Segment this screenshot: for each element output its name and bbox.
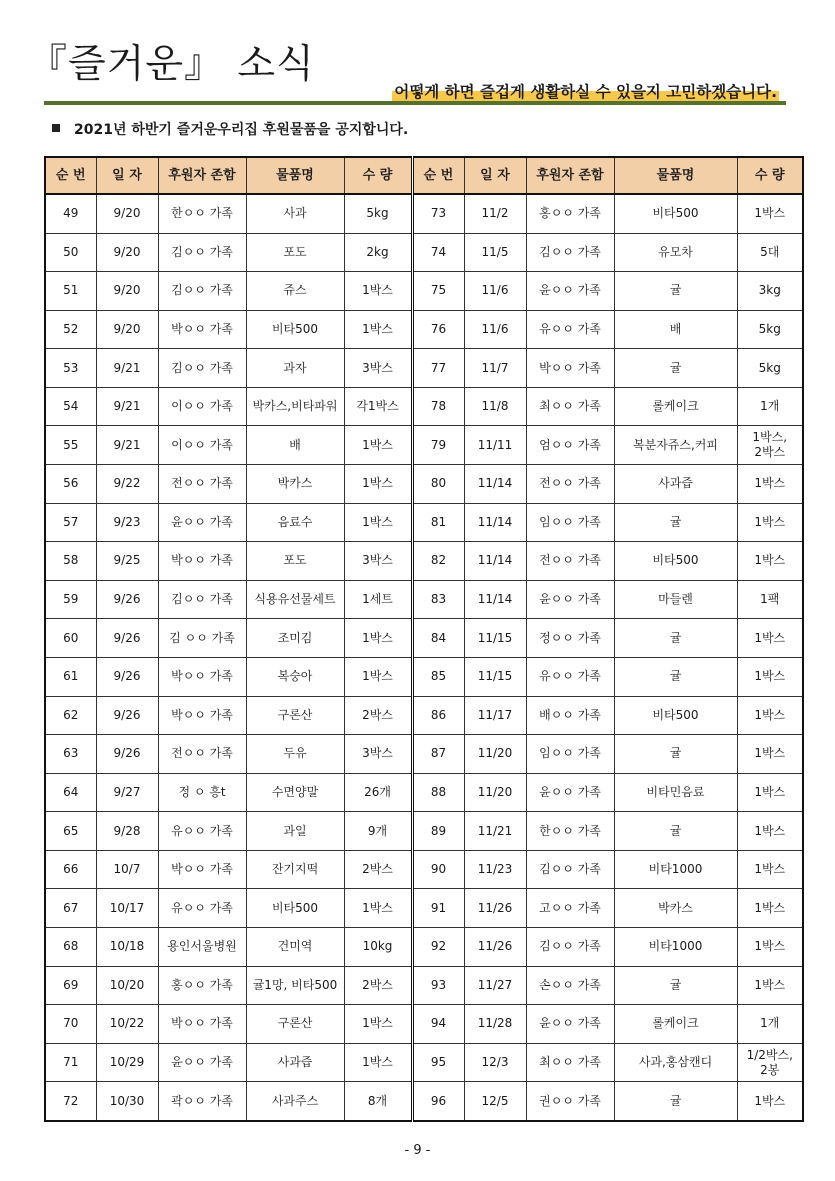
cell-donor: 홍ㅇㅇ 가족	[526, 194, 614, 233]
table-row	[45, 773, 803, 812]
cell-date: 11/20	[464, 773, 526, 812]
cell-donor: 김ㅇㅇ 가족	[158, 233, 246, 272]
cell-item: 귤	[614, 503, 737, 542]
cell-date: 11/14	[464, 503, 526, 542]
cell-no: 63	[45, 735, 96, 774]
cell-date: 9/26	[96, 696, 158, 735]
table-row	[45, 310, 803, 349]
cell-donor: 정 ㅇ 흥t	[158, 773, 246, 812]
page-number: - 9 -	[404, 1143, 431, 1158]
cell-qty: 1박스	[344, 465, 412, 504]
cell-no: 51	[45, 272, 96, 311]
bullet-square-icon	[52, 124, 60, 132]
cell-item: 식용유선물세트	[246, 580, 344, 619]
table-row	[45, 889, 803, 928]
cell-date: 11/28	[464, 1005, 526, 1044]
cell-qty: 1박스	[737, 657, 803, 696]
cell-date: 11/14	[464, 580, 526, 619]
cell-donor: 김ㅇㅇ 가족	[526, 850, 614, 889]
cell-no: 54	[45, 387, 96, 426]
cell-no: 69	[45, 966, 96, 1005]
cell-no: 81	[412, 503, 464, 542]
cell-item: 비타500	[246, 889, 344, 928]
cell-donor: 박ㅇㅇ 가족	[158, 542, 246, 581]
cell-item: 포도	[246, 233, 344, 272]
cell-qty: 1박스	[344, 1005, 412, 1044]
table-row	[45, 426, 803, 465]
header-qty: 수 량	[344, 157, 412, 194]
cell-donor: 전ㅇㅇ 가족	[158, 735, 246, 774]
header-item: 물품명	[246, 157, 344, 194]
table-row	[45, 966, 803, 1005]
cell-item: 사과,홍삼캔디	[614, 1043, 737, 1082]
cell-qty: 3박스	[344, 735, 412, 774]
cell-qty: 1개	[737, 387, 803, 426]
cell-item: 비타500	[614, 542, 737, 581]
cell-item: 유모차	[614, 233, 737, 272]
table-body	[45, 194, 803, 1121]
cell-date: 11/5	[464, 233, 526, 272]
cell-date: 9/25	[96, 542, 158, 581]
cell-date: 9/26	[96, 619, 158, 658]
cell-qty: 1박스	[737, 1082, 803, 1121]
cell-no: 90	[412, 850, 464, 889]
cell-no: 82	[412, 542, 464, 581]
cell-donor: 유ㅇㅇ 가족	[526, 657, 614, 696]
header-date: 일 자	[96, 157, 158, 194]
cell-date: 10/20	[96, 966, 158, 1005]
cell-item: 잔기지떡	[246, 850, 344, 889]
table-row	[45, 1082, 803, 1121]
cell-donor: 임ㅇㅇ 가족	[526, 735, 614, 774]
table-row	[45, 272, 803, 311]
cell-date: 11/17	[464, 696, 526, 735]
cell-donor: 윤ㅇㅇ 가족	[158, 1043, 246, 1082]
cell-no: 96	[412, 1082, 464, 1121]
cell-donor: 김ㅇㅇ 가족	[526, 927, 614, 966]
cell-date: 9/27	[96, 773, 158, 812]
cell-qty: 1박스	[737, 696, 803, 735]
table-row	[45, 812, 803, 851]
cell-donor: 전ㅇㅇ 가족	[526, 542, 614, 581]
cell-item: 과자	[246, 349, 344, 388]
cell-item: 귤1망, 비타500	[246, 966, 344, 1005]
cell-qty: 5대	[737, 233, 803, 272]
cell-date: 9/22	[96, 465, 158, 504]
cell-no: 85	[412, 657, 464, 696]
cell-qty: 2박스	[344, 966, 412, 1005]
cell-qty: 1박스	[344, 426, 412, 465]
cell-donor: 김 ㅇㅇ 가족	[158, 619, 246, 658]
cell-date: 11/14	[464, 542, 526, 581]
cell-donor: 손ㅇㅇ 가족	[526, 966, 614, 1005]
cell-no: 53	[45, 349, 96, 388]
cell-date: 11/6	[464, 310, 526, 349]
cell-donor: 윤ㅇㅇ 가족	[526, 272, 614, 311]
header-donor: 후원자 존함	[526, 157, 614, 194]
cell-qty: 각1박스	[344, 387, 412, 426]
cell-qty: 10kg	[344, 927, 412, 966]
cell-item: 귤	[614, 735, 737, 774]
header-qty: 수 량	[737, 157, 803, 194]
cell-donor: 한ㅇㅇ 가족	[158, 194, 246, 233]
donation-table	[44, 156, 804, 1122]
cell-date: 11/11	[464, 426, 526, 465]
cell-qty: 1박스	[344, 272, 412, 311]
cell-donor: 유ㅇㅇ 가족	[526, 310, 614, 349]
table-row	[45, 619, 803, 658]
cell-qty: 8개	[344, 1082, 412, 1121]
cell-no: 59	[45, 580, 96, 619]
cell-no: 64	[45, 773, 96, 812]
cell-qty: 1박스	[344, 1043, 412, 1082]
cell-no: 87	[412, 735, 464, 774]
table-row	[45, 580, 803, 619]
cell-date: 9/20	[96, 194, 158, 233]
cell-donor: 이ㅇㅇ 가족	[158, 426, 246, 465]
table-row	[45, 233, 803, 272]
cell-no: 73	[412, 194, 464, 233]
cell-no: 60	[45, 619, 96, 658]
cell-date: 9/26	[96, 580, 158, 619]
cell-qty: 1박스	[737, 194, 803, 233]
cell-qty: 1/2박스, 2봉	[737, 1043, 803, 1082]
cell-donor: 김ㅇㅇ 가족	[158, 580, 246, 619]
cell-donor: 정ㅇㅇ 가족	[526, 619, 614, 658]
cell-no: 52	[45, 310, 96, 349]
cell-date: 9/23	[96, 503, 158, 542]
cell-item: 사과	[246, 194, 344, 233]
table-row	[45, 1043, 803, 1082]
cell-date: 10/30	[96, 1082, 158, 1121]
cell-qty: 1박스	[737, 735, 803, 774]
cell-date: 11/15	[464, 619, 526, 658]
cell-item: 배	[614, 310, 737, 349]
cell-donor: 박ㅇㅇ 가족	[158, 1005, 246, 1044]
cell-donor: 최ㅇㅇ 가족	[526, 387, 614, 426]
cell-item: 배	[246, 426, 344, 465]
cell-no: 84	[412, 619, 464, 658]
cell-date: 9/28	[96, 812, 158, 851]
cell-item: 비타500	[614, 696, 737, 735]
cell-item: 건미역	[246, 927, 344, 966]
title-rule	[44, 101, 786, 105]
cell-donor: 이ㅇㅇ 가족	[158, 387, 246, 426]
cell-item: 사과즙	[614, 465, 737, 504]
cell-no: 74	[412, 233, 464, 272]
cell-qty: 1박스	[737, 812, 803, 851]
cell-item: 과일	[246, 812, 344, 851]
table-row	[45, 735, 803, 774]
cell-donor: 윤ㅇㅇ 가족	[158, 503, 246, 542]
cell-date: 11/7	[464, 349, 526, 388]
cell-qty: 1박스	[737, 619, 803, 658]
cell-qty: 2박스	[344, 696, 412, 735]
cell-item: 복분자쥬스,커피	[614, 426, 737, 465]
cell-no: 89	[412, 812, 464, 851]
cell-date: 11/26	[464, 889, 526, 928]
notice-text: 2021년 하반기 즐거운우리집 후원물품을 공지합니다.	[74, 122, 409, 138]
table-header-row	[45, 157, 803, 194]
cell-no: 66	[45, 850, 96, 889]
cell-no: 49	[45, 194, 96, 233]
cell-qty: 1박스	[344, 310, 412, 349]
cell-item: 구론산	[246, 696, 344, 735]
cell-item: 포도	[246, 542, 344, 581]
cell-qty: 3박스	[344, 542, 412, 581]
cell-qty: 1박스	[737, 966, 803, 1005]
header-no: 순 번	[412, 157, 464, 194]
cell-item: 귤	[614, 1082, 737, 1121]
cell-no: 61	[45, 657, 96, 696]
cell-date: 11/26	[464, 927, 526, 966]
cell-donor: 홍ㅇㅇ 가족	[158, 966, 246, 1005]
cell-date: 11/6	[464, 272, 526, 311]
cell-date: 9/26	[96, 657, 158, 696]
cell-donor: 전ㅇㅇ 가족	[526, 465, 614, 504]
cell-no: 93	[412, 966, 464, 1005]
cell-donor: 박ㅇㅇ 가족	[158, 310, 246, 349]
cell-item: 비타500	[246, 310, 344, 349]
cell-item: 귤	[614, 619, 737, 658]
table-row	[45, 927, 803, 966]
cell-qty: 2박스	[344, 850, 412, 889]
cell-qty: 1개	[737, 1005, 803, 1044]
cell-item: 비타민음료	[614, 773, 737, 812]
header-item: 물품명	[614, 157, 737, 194]
cell-date: 9/20	[96, 272, 158, 311]
cell-qty: 1박스	[344, 619, 412, 658]
cell-qty: 1박스	[344, 657, 412, 696]
cell-qty: 1박스	[344, 503, 412, 542]
cell-no: 76	[412, 310, 464, 349]
cell-donor: 윤ㅇㅇ 가족	[526, 580, 614, 619]
cell-qty: 1박스	[344, 889, 412, 928]
cell-date: 10/17	[96, 889, 158, 928]
cell-qty: 5kg	[737, 349, 803, 388]
cell-no: 88	[412, 773, 464, 812]
cell-donor: 용인서울병원	[158, 927, 246, 966]
cell-no: 72	[45, 1082, 96, 1121]
cell-donor: 김ㅇㅇ 가족	[158, 349, 246, 388]
cell-no: 55	[45, 426, 96, 465]
cell-item: 복숭아	[246, 657, 344, 696]
cell-qty: 1박스	[737, 773, 803, 812]
cell-item: 귤	[614, 812, 737, 851]
cell-donor: 곽ㅇㅇ 가족	[158, 1082, 246, 1121]
cell-item: 귤	[614, 272, 737, 311]
cell-no: 67	[45, 889, 96, 928]
cell-item: 비타1000	[614, 927, 737, 966]
cell-item: 비타1000	[614, 850, 737, 889]
cell-no: 78	[412, 387, 464, 426]
cell-date: 9/26	[96, 735, 158, 774]
cell-qty: 5kg	[737, 310, 803, 349]
cell-no: 83	[412, 580, 464, 619]
cell-date: 11/2	[464, 194, 526, 233]
cell-date: 11/14	[464, 465, 526, 504]
cell-qty: 26개	[344, 773, 412, 812]
table-row	[45, 1005, 803, 1044]
table-row	[45, 696, 803, 735]
cell-donor: 박ㅇㅇ 가족	[158, 696, 246, 735]
cell-no: 57	[45, 503, 96, 542]
cell-date: 10/22	[96, 1005, 158, 1044]
cell-date: 10/18	[96, 927, 158, 966]
notice-line	[52, 120, 408, 140]
table-row	[45, 465, 803, 504]
cell-donor: 김ㅇㅇ 가족	[158, 272, 246, 311]
cell-item: 귤	[614, 966, 737, 1005]
header-donor: 후원자 존함	[158, 157, 246, 194]
cell-item: 박카스,비타파워	[246, 387, 344, 426]
header-no: 순 번	[45, 157, 96, 194]
cell-no: 95	[412, 1043, 464, 1082]
cell-date: 9/20	[96, 310, 158, 349]
cell-no: 91	[412, 889, 464, 928]
cell-donor: 김ㅇㅇ 가족	[526, 233, 614, 272]
cell-qty: 2kg	[344, 233, 412, 272]
cell-no: 92	[412, 927, 464, 966]
cell-date: 12/5	[464, 1082, 526, 1121]
table-row	[45, 349, 803, 388]
cell-date: 11/8	[464, 387, 526, 426]
cell-donor: 최ㅇㅇ 가족	[526, 1043, 614, 1082]
cell-no: 62	[45, 696, 96, 735]
cell-date: 9/20	[96, 233, 158, 272]
cell-no: 94	[412, 1005, 464, 1044]
cell-date: 11/27	[464, 966, 526, 1005]
cell-no: 56	[45, 465, 96, 504]
cell-no: 70	[45, 1005, 96, 1044]
cell-item: 마들렌	[614, 580, 737, 619]
cell-qty: 3박스	[344, 349, 412, 388]
cell-qty: 1박스	[737, 927, 803, 966]
cell-qty: 1박스	[737, 889, 803, 928]
cell-no: 68	[45, 927, 96, 966]
cell-date: 11/21	[464, 812, 526, 851]
table-row	[45, 850, 803, 889]
table-row	[45, 387, 803, 426]
cell-date: 9/21	[96, 426, 158, 465]
cell-qty: 1박스, 2박스	[737, 426, 803, 465]
page-subtitle: 어떻게 하면 즐겁게 생활하실 수 있을지 고민하겠습니다.	[394, 83, 777, 101]
cell-no: 50	[45, 233, 96, 272]
cell-donor: 배ㅇㅇ 가족	[526, 696, 614, 735]
cell-donor: 고ㅇㅇ 가족	[526, 889, 614, 928]
cell-no: 75	[412, 272, 464, 311]
cell-no: 58	[45, 542, 96, 581]
cell-item: 박카스	[614, 889, 737, 928]
cell-date: 9/21	[96, 387, 158, 426]
cell-donor: 윤ㅇㅇ 가족	[526, 773, 614, 812]
table-row	[45, 194, 803, 233]
cell-date: 11/20	[464, 735, 526, 774]
cell-date: 9/21	[96, 349, 158, 388]
cell-no: 71	[45, 1043, 96, 1082]
donation-table-wrapper	[44, 156, 802, 1122]
cell-qty: 5kg	[344, 194, 412, 233]
cell-item: 롤케이크	[614, 387, 737, 426]
cell-item: 박카스	[246, 465, 344, 504]
cell-no: 77	[412, 349, 464, 388]
header-date: 일 자	[464, 157, 526, 194]
cell-item: 사과즙	[246, 1043, 344, 1082]
cell-item: 조미김	[246, 619, 344, 658]
page-title: 『즐거운』 소식	[28, 42, 315, 87]
table-row	[45, 503, 803, 542]
cell-item: 롤케이크	[614, 1005, 737, 1044]
cell-donor: 박ㅇㅇ 가족	[526, 349, 614, 388]
cell-item: 쥬스	[246, 272, 344, 311]
cell-donor: 엄ㅇㅇ 가족	[526, 426, 614, 465]
cell-date: 10/7	[96, 850, 158, 889]
cell-date: 11/23	[464, 850, 526, 889]
cell-no: 65	[45, 812, 96, 851]
table-row	[45, 542, 803, 581]
cell-item: 두유	[246, 735, 344, 774]
cell-qty: 3kg	[737, 272, 803, 311]
cell-item: 구론산	[246, 1005, 344, 1044]
cell-item: 사과주스	[246, 1082, 344, 1121]
cell-donor: 전ㅇㅇ 가족	[158, 465, 246, 504]
cell-qty: 9개	[344, 812, 412, 851]
cell-item: 음료수	[246, 503, 344, 542]
cell-no: 86	[412, 696, 464, 735]
cell-date: 10/29	[96, 1043, 158, 1082]
cell-item: 귤	[614, 657, 737, 696]
cell-item: 비타500	[614, 194, 737, 233]
cell-donor: 권ㅇㅇ 가족	[526, 1082, 614, 1121]
cell-qty: 1팩	[737, 580, 803, 619]
cell-qty: 1박스	[737, 503, 803, 542]
cell-donor: 박ㅇㅇ 가족	[158, 850, 246, 889]
cell-qty: 1세트	[344, 580, 412, 619]
cell-item: 귤	[614, 349, 737, 388]
cell-date: 12/3	[464, 1043, 526, 1082]
cell-donor: 윤ㅇㅇ 가족	[526, 1005, 614, 1044]
cell-no: 80	[412, 465, 464, 504]
cell-no: 79	[412, 426, 464, 465]
cell-qty: 1박스	[737, 542, 803, 581]
cell-donor: 유ㅇㅇ 가족	[158, 889, 246, 928]
table-row	[45, 657, 803, 696]
cell-date: 11/15	[464, 657, 526, 696]
cell-item: 수면양말	[246, 773, 344, 812]
cell-donor: 임ㅇㅇ 가족	[526, 503, 614, 542]
cell-qty: 1박스	[737, 465, 803, 504]
cell-qty: 1박스	[737, 850, 803, 889]
cell-donor: 한ㅇㅇ 가족	[526, 812, 614, 851]
cell-donor: 유ㅇㅇ 가족	[158, 812, 246, 851]
cell-donor: 박ㅇㅇ 가족	[158, 657, 246, 696]
